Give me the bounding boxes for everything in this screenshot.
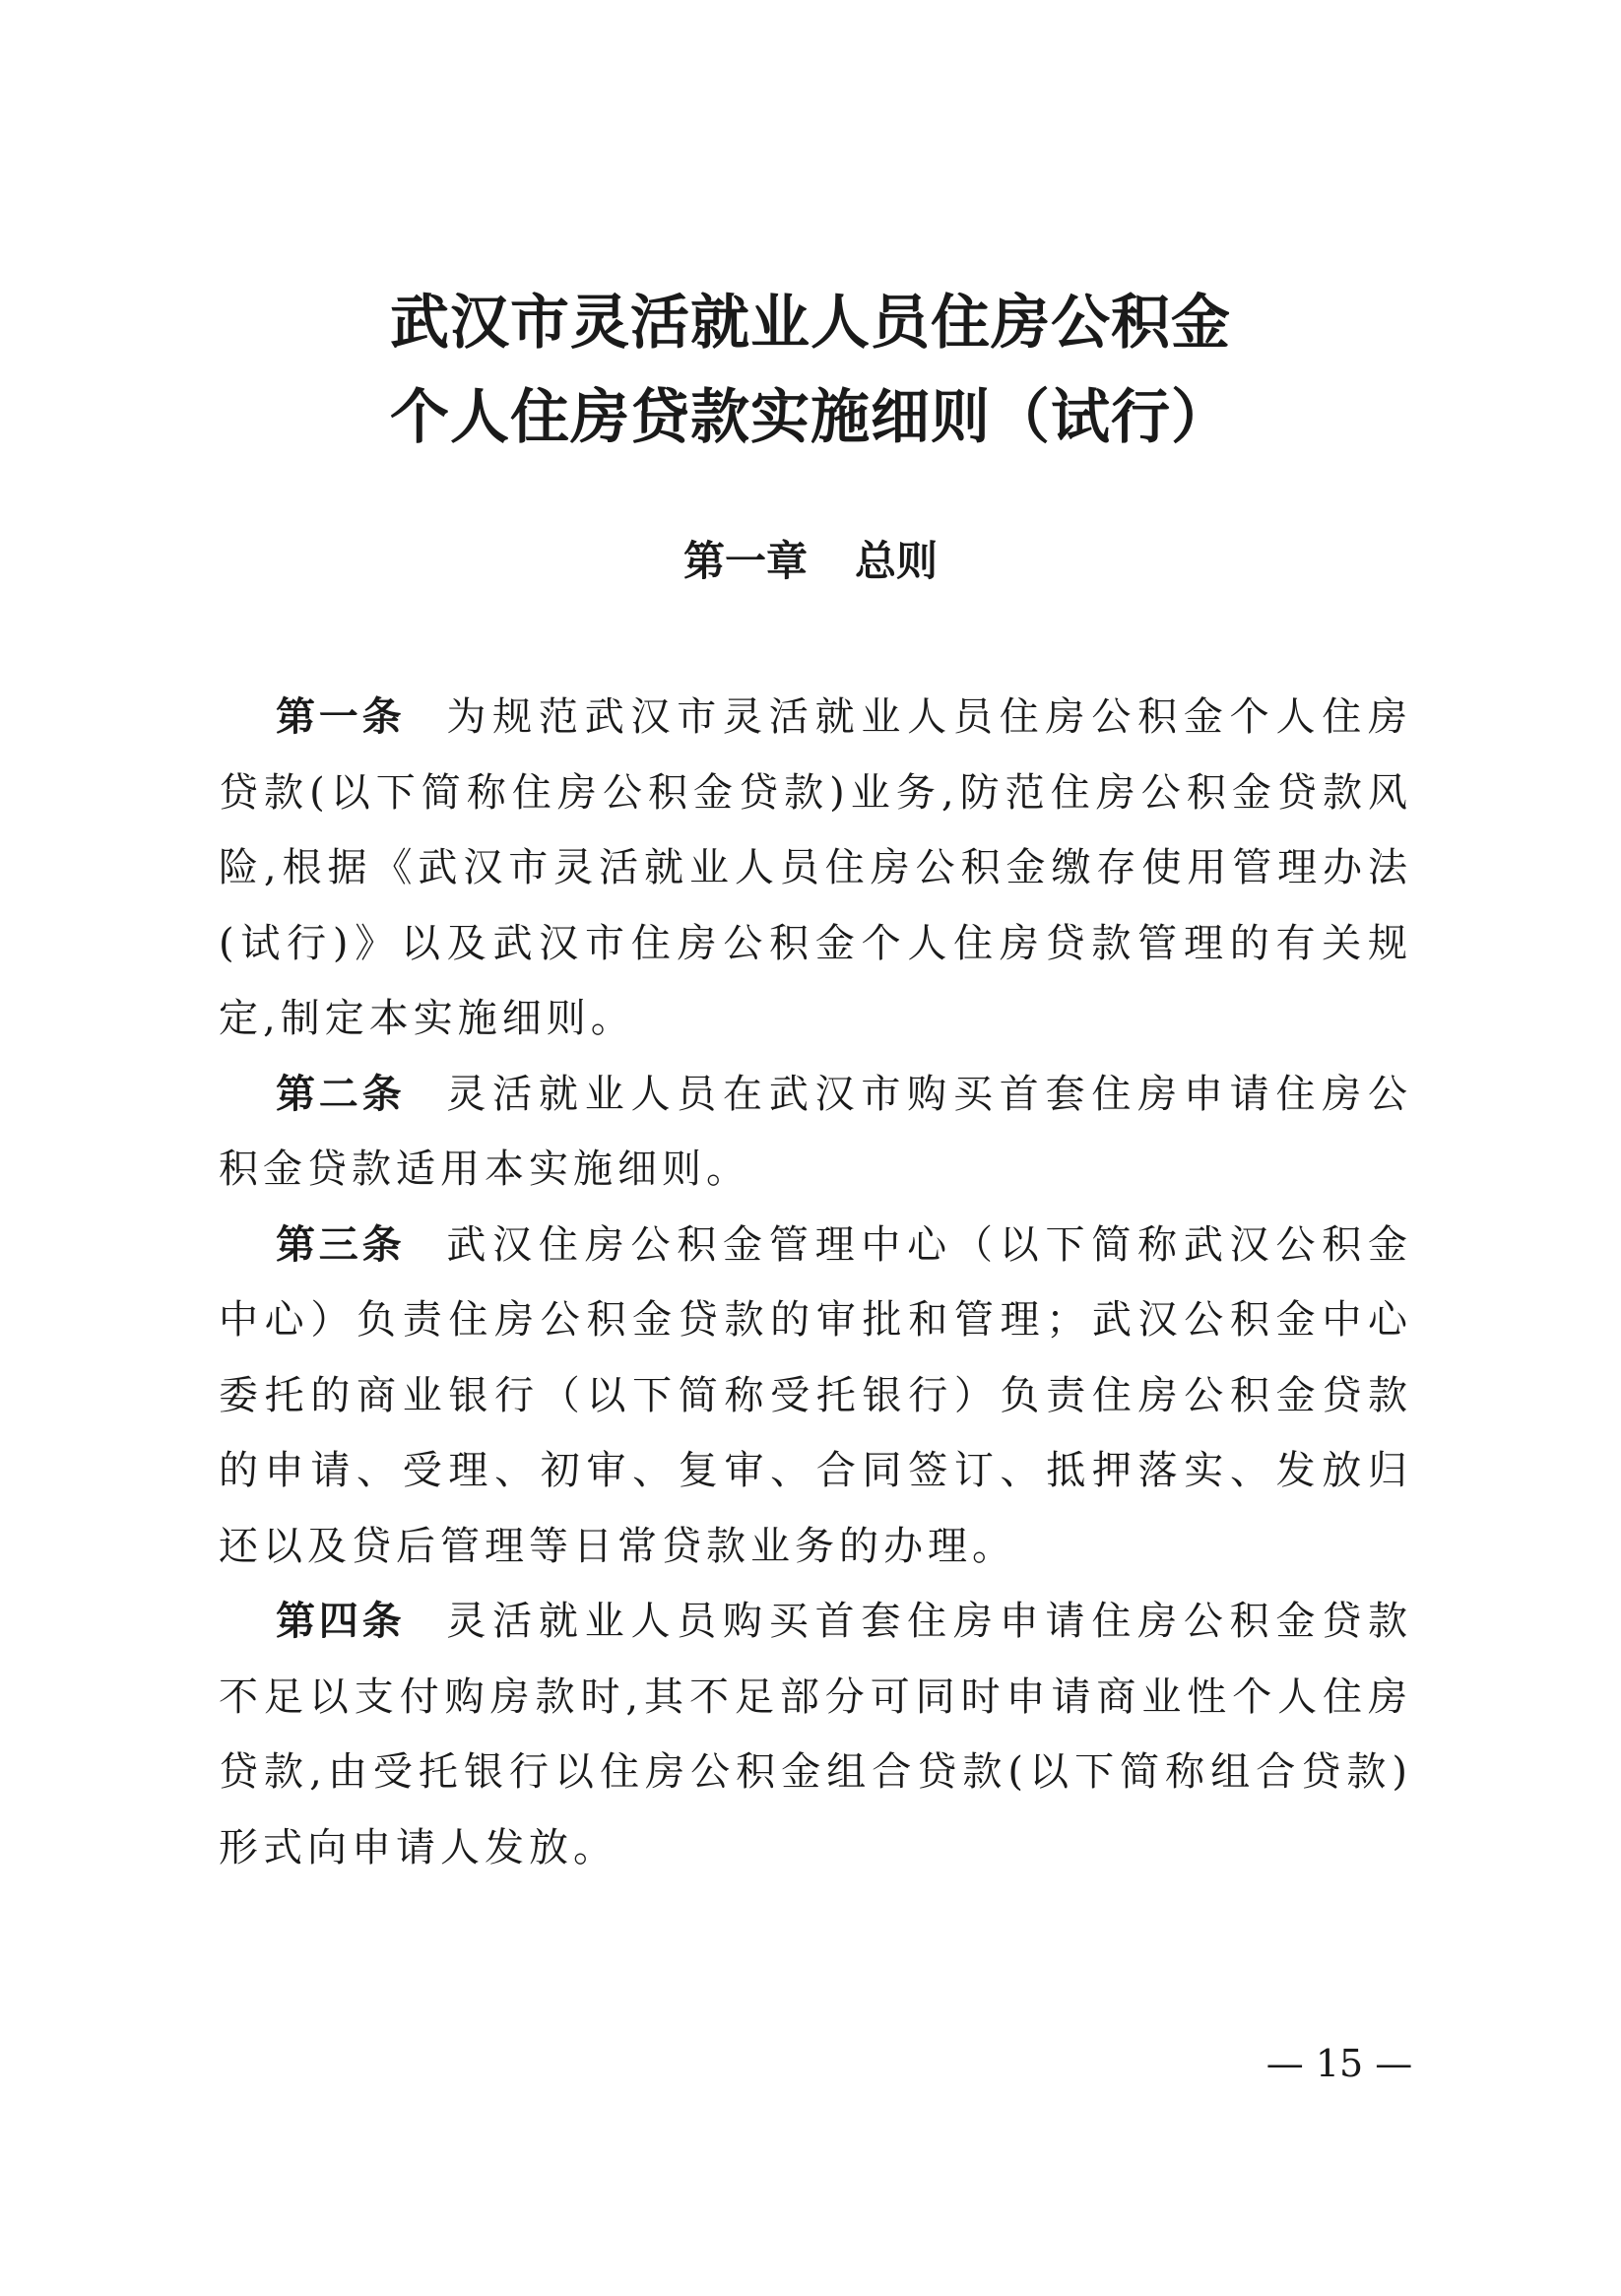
title-line-1: 武汉市灵活就业人员住房公积金 (390, 289, 1231, 358)
article-text: 灵活就业人员在武汉市购买首套住房申请住房公积金贷款适用本实施细则。 (219, 1071, 1413, 1192)
document-body (219, 680, 1412, 1885)
chapter-name: 总则 (855, 537, 939, 585)
article-text: 为规范武汉市灵活就业人员住房公积金个人住房贷款(以下简称住房公积金贷款)业务,防范住房公积金贷款风险,根据《武汉市灵活就业人员住房公积金缴存使用管理办法(试行)》以及武汉市住房公积金个人住房贷款管理的有关规定,制定本实施细则。 (219, 694, 1413, 1041)
article-number: 第三条 (276, 1221, 406, 1268)
article-number: 第二条 (276, 1071, 406, 1117)
article-1 (219, 680, 1412, 1057)
article-3 (219, 1208, 1412, 1585)
article-number: 第一条 (276, 694, 406, 740)
document-title (0, 276, 1621, 465)
page-number: — 15 — (1265, 2042, 1413, 2085)
article-text: 灵活就业人员购买首套住房申请住房公积金贷款不足以支付购房款时,其不足部分可同时申请商业性个人住房贷款,由受托银行以住房公积金组合贷款(以下简称组合贷款)形式向申请人发放。 (219, 1599, 1413, 1870)
article-2 (219, 1057, 1412, 1208)
chapter-number: 第一章 (682, 537, 808, 585)
title-line-2: 个人住房贷款实施细则（试行） (390, 383, 1231, 452)
article-4 (219, 1584, 1412, 1885)
article-number: 第四条 (276, 1599, 406, 1644)
chapter-heading (0, 532, 1621, 591)
article-text: 武汉住房公积金管理中心（以下简称武汉公积金中心）负责住房公积金贷款的审批和管理；武汉公积金中心委托的商业银行（以下简称受托银行）负责住房公积金贷款的申请、受理、初审、复审、合同签订、抵押落实、发放归还以及贷后管理等日常贷款业务的办理。 (219, 1221, 1413, 1569)
